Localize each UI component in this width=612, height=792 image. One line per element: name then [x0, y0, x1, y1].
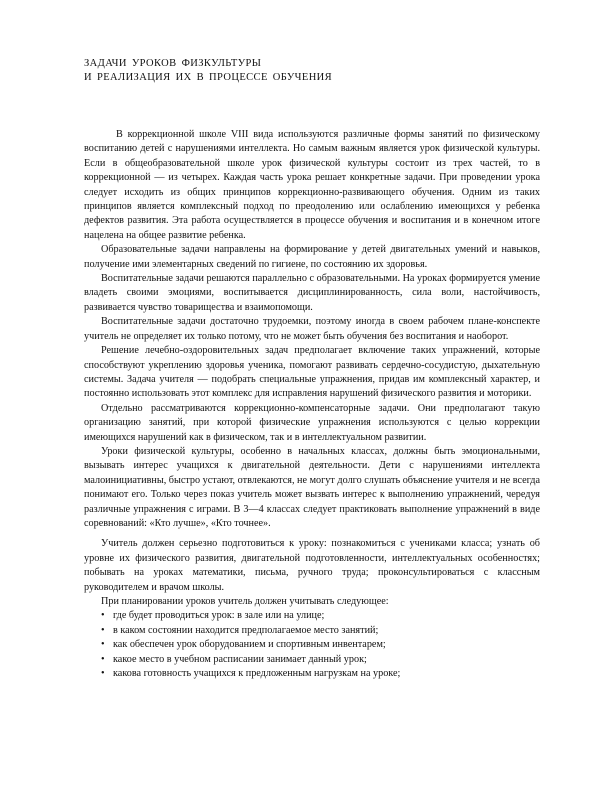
bullet-list [84, 609, 540, 681]
bullet-icon: • [101, 668, 105, 680]
bullet-icon: • [101, 624, 105, 636]
list-item-text: как обеспечен урок оборудованием и спортивным инвентарем; [113, 639, 386, 651]
list-item [101, 653, 540, 667]
title-line-1: ЗАДАЧИ УРОКОВ ФИЗКУЛЬТУРЫ [84, 58, 262, 69]
paragraph: Учитель должен серьезно подготовиться к уроку: познакомиться с учениками класса; узнать об уровне их физического развития, двигательной подготовленности, интеллектуальных особенностях; побывать на уроках математики, письма, ручного труда; проконсультироваться с классным руководителем и врачом школы. [84, 538, 540, 593]
paragraph: Уроки физической культуры, особенно в начальных классах, должны быть эмоциональными, вызывать интерес учащихся к двигательной деятельности. Дети с нарушениями интеллекта малоинициативны, быстро устают, отвлекаются, не могут долго слушать объяснение учителя и не всегда понимают его. Только через показ учитель может вызвать интерес к выполнению упражнений, чередуя различные упражнения с играми. В 3—4 классах следует практиковать выполнение упражнений в виде соревнований: «Кто лучше», «Кто точнее». [84, 445, 540, 529]
list-item-text: где будет проводиться урок: в зале или на улице; [113, 610, 325, 622]
title-line-2: И РЕАЛИЗАЦИЯ ИХ В ПРОЦЕССЕ ОБУЧЕНИЯ [84, 72, 333, 83]
paragraph: Образовательные задачи направлены на формирование у детей двигательных умений и навыков, получение ими элементарных сведений по гигиене, по состоянию их здоровья. [84, 244, 540, 270]
list-item-text: какое место в учебном расписании занимает данный урок; [113, 653, 367, 665]
list-item-text: в каком состоянии находится предполагаемое место занятий; [113, 624, 379, 636]
bullet-icon: • [101, 653, 105, 665]
bullet-icon: • [101, 639, 105, 651]
list-item [101, 638, 540, 652]
paragraph: Отдельно рассматриваются коррекционно-компенсаторные задачи. Они предполагают такую организацию занятий, при которой физические упражнения используются с целью коррекции имеющихся нарушений как в физическом, так и в интеллектуальном развитии. [84, 402, 540, 443]
paragraph: При планировании уроков учитель должен учитывать следующее: [101, 596, 389, 607]
document-title [84, 57, 332, 85]
list-item [101, 609, 540, 623]
list-item [101, 624, 540, 638]
document-body [84, 128, 540, 681]
paragraph: В коррекционной школе VIII вида используются различные формы занятий по физическому воспитанию детей с нарушениями интеллекта. Но самым важным является урок физической культуры. Если в общеобразовательной школе урок физической культуры состоит из трех частей, то в коррекционной — из четырех. Каждая часть урока решает конкретные задачи. При проведении урока следует исходить из общих принципов коррекционно-развивающего обучения. Одним из таких принципов является комплексный подход по преодолению или ослаблению имеющихся у ребенка дефектов развития. Эта работа осуществляется в процессе обучения и воспитания и в конечном итоге нацелена на общее развитие ребенка. [84, 129, 540, 241]
bullet-icon: • [101, 610, 105, 622]
paragraph: Решение лечебно-оздоровительных задач предполагает включение таких упражнений, которые способствуют укреплению здоровья ученика, помогают развивать сердечно-сосудистую, дыхательную системы. Задача учителя — подобрать специальные упражнения, придав им комплексный характер, и постоянно использовать этот комплекс для исправления нарушений физического развития и моторики. [84, 345, 540, 400]
paragraph: Воспитательные задачи решаются параллельно с образовательными. На уроках формируется умение владеть своими эмоциями, воспитывается дисциплинированность, сила воли, настойчивость, развивается чувство товарищества и взаимопомощи. [84, 273, 540, 313]
list-item [101, 667, 540, 681]
paragraph: Воспитательные задачи достаточно трудоемки, поэтому иногда в своем рабочем плане-конспекте учитель не определяет их только потому, что не может быть обучения без воспитания и наоборот. [84, 316, 540, 342]
list-item-text: какова готовность учащихся к предложенным нагрузкам на уроке; [113, 668, 401, 680]
